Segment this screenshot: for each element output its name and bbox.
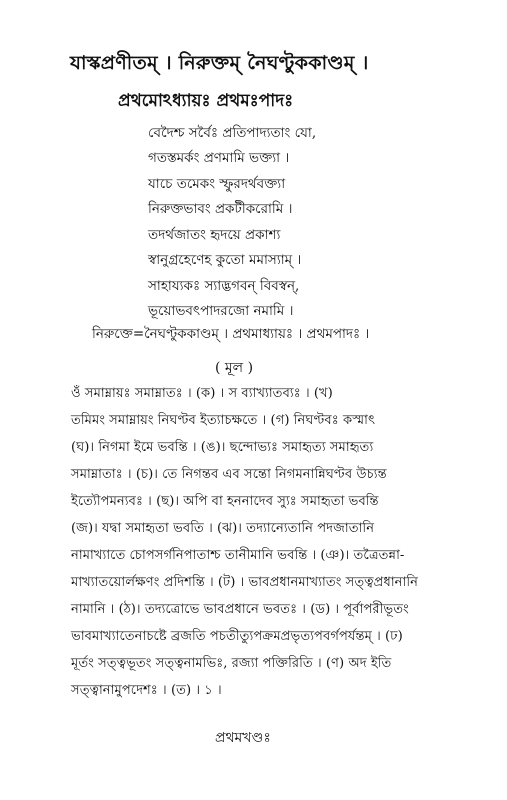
text-line: (জ)। যদ্বা সমাহৃতা ভবতি । (ঝ)। তদ্যান্যেতানি পদজাতানি bbox=[71, 521, 375, 536]
text-line: তমিমং সমাম্নায়ং নিঘণ্টব ইত্যাচক্ষতে । (গ) নিঘণ্টবঃ কস্মাৎ bbox=[71, 413, 376, 428]
verse-line: সাহায্যকঃ স্যাদ্ভগবন্ বিবস্বন্, bbox=[148, 278, 300, 294]
verse-line: গতস্তমর্কং প্রণমামি ভক্ত্যা । bbox=[148, 150, 290, 166]
verse-line: স্বানুগ্রহেণেহ কুতো মমাস্যাম্ । bbox=[148, 252, 302, 268]
verse-line: বেদৈশ্চ সর্বৈঃ প্রতিপাদ্যতাং যো, bbox=[148, 125, 317, 141]
text-line: সত্ত্বানামুপদেশঃ । (ত) । ১ । bbox=[71, 683, 222, 698]
verse-line: তদর্থজাতং হৃদয়ে প্রকাশ্য bbox=[148, 227, 281, 243]
text-line: (ঘ)। নিগমা ইমে ভবন্তি । (ঙ)। ছন্দোভ্যঃ সমাহৃত্য সমাহৃত্য bbox=[71, 440, 374, 455]
colophon: নিরুক্তে=নৈঘণ্টুককাণ্ডম্ । প্রথমাধ্যায়ঃ । প্রথমপাদঃ । bbox=[92, 326, 370, 342]
page-title: যাস্কপ্রণীতম্ । নিরুক্তম্ নৈঘণ্টুককাণ্ডম্ । bbox=[70, 52, 369, 74]
text-line: ওঁ সমাম্নায়ঃ সমাম্নাতঃ । (ক) । স ব্যাখ্যাতব্যঃ । (খ) bbox=[71, 386, 333, 401]
section-heading: ( মূল ) bbox=[215, 360, 254, 376]
section-footer: প্রথমখণ্ডঃ bbox=[215, 730, 271, 746]
verse-line: ভূয়োভবৎপাদরজো নমামি । bbox=[148, 303, 294, 319]
chapter-heading: প্রথমোঽধ্যায়ঃ প্রথমঃপাদঃ bbox=[118, 91, 294, 111]
text-line: ভাবমাখ্যাতেনাচষ্টে ব্রজতি পচতীত্যুপক্রমপ্রভৃত্যপবর্গপর্যন্তম্ । (ঢ) bbox=[71, 629, 403, 644]
verse-line: নিরুক্তভাবং প্রকটীকরোমি । bbox=[148, 201, 293, 217]
text-line: মাখ্যাতয়োর্লক্ষণং প্রদিশন্তি । (ট) । ভাবপ্রধানমাখ্যাতং সত্ত্বপ্রধানানি bbox=[71, 575, 419, 590]
text-line: নামানি । (ঠ)। তদ্যত্রোভে ভাবপ্রধানে ভবতঃ । (ড) । পূর্বাপরীভূতং bbox=[71, 602, 409, 617]
text-line: ইত্যৌপমন্যবঃ । (ছ)। অপি বা হননাদেব স্যুঃ সমাহৃতা ভবন্তি bbox=[71, 494, 379, 509]
text-line: সমাম্নাতাঃ । (চ)। তে নিগন্তব এব সন্তো নিগমনান্নিঘণ্টব উচ্যন্ত bbox=[71, 467, 387, 482]
verse-line: যাচে তমেকং স্ফুরদর্থবক্ত্যা bbox=[148, 176, 286, 192]
text-line: নামাখ্যাতে চোপসর্গনিপাতাশ্চ তানীমানি ভবন্তি । (ঞ)। তত্রৈতন্না- bbox=[71, 548, 405, 563]
text-line: মূর্তং সত্ত্বভূতং সত্ত্বনামভিঃ, রজ্যা পক্তিরিতি । (ণ) অদ ইতি bbox=[71, 656, 392, 671]
